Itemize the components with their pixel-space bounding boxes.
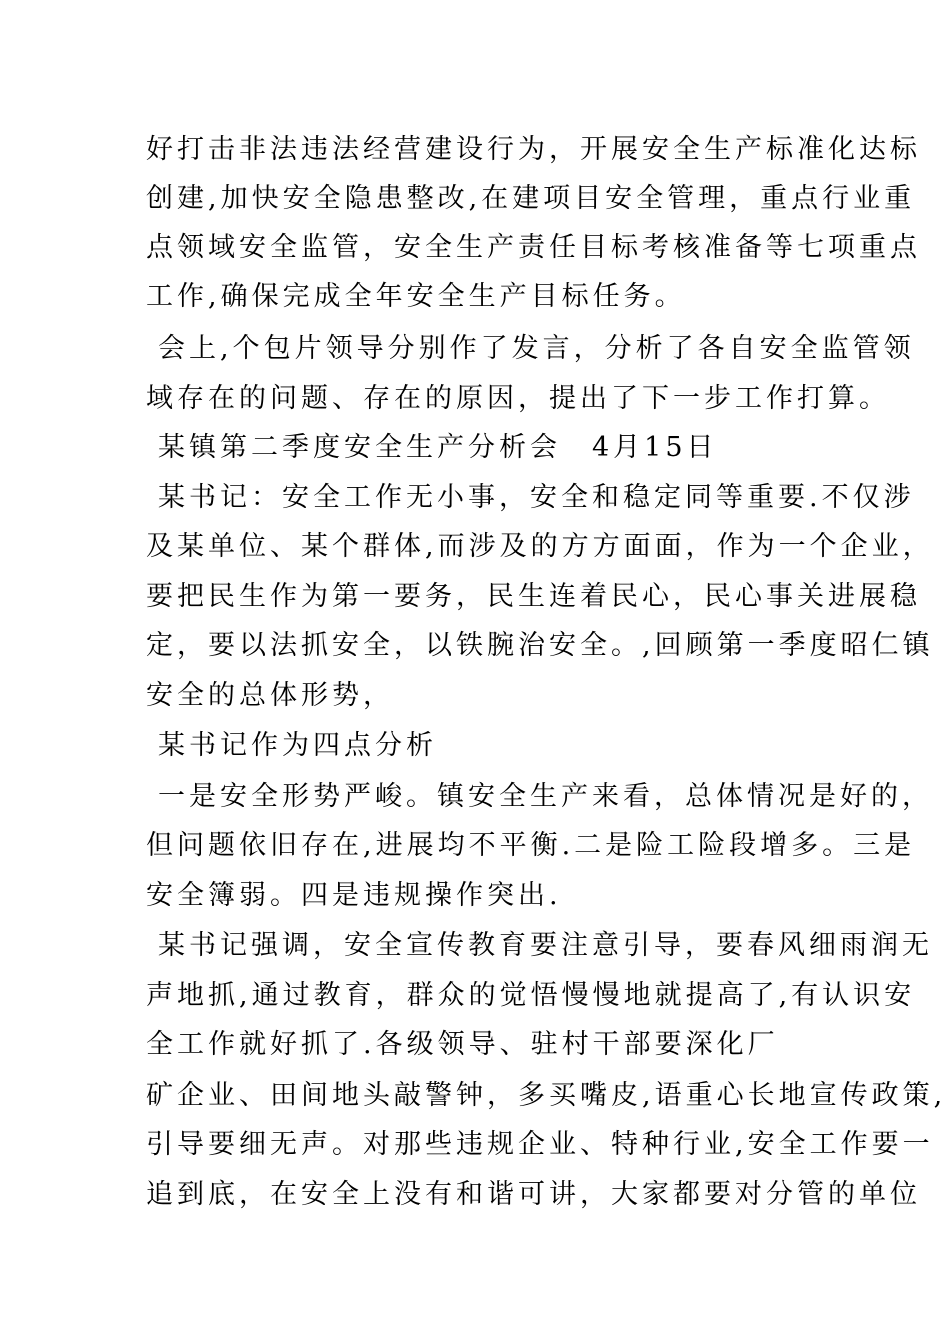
text-line-2: 创建,加快安全隐患整改,在建项目安全管理，重点行业重 bbox=[146, 183, 916, 214]
text-line-6: 域存在的问题、存在的原因，提出了下一步工作打算。 bbox=[146, 383, 890, 414]
text-line-19: 全工作就好抓了.各级领导、驻村干部要深化厂 bbox=[146, 1029, 779, 1060]
text-line-18: 声地抓,通过教育，群众的觉悟慢慢地就提高了,有认识安 bbox=[146, 980, 916, 1011]
text-line-17: 某书记强调，安全宣传教育要注意引导，要春风细雨润无 bbox=[158, 930, 933, 961]
text-line-1: 好打击非法违法经营建设行为，开展安全生产标准化达标 bbox=[146, 134, 921, 165]
text-line-20: 矿企业、田间地头敲警钟，多买嘴皮,语重心长地宣传政策, bbox=[146, 1080, 947, 1111]
text-line-9: 及某单位、某个群体,而涉及的方方面面，作为一个企业， bbox=[146, 531, 934, 562]
text-line-13: 某书记作为四点分析 bbox=[158, 730, 437, 761]
text-line-14: 一是安全形势严峻。镇安全生产来看，总体情况是好的， bbox=[158, 781, 933, 812]
text-line-16: 安全簿弱。四是违规操作突出. bbox=[146, 880, 562, 911]
text-line-15: 但问题依旧存在,进展均不平衡.二是险工险段增多。三是 bbox=[146, 830, 916, 861]
section-heading: 某镇第二季度安全生产分析会 4月15日 bbox=[158, 432, 718, 463]
text-line-5: 会上,个包片领导分别作了发言，分析了各自安全监管领 bbox=[158, 333, 915, 364]
text-line-12: 安全的总体形势， bbox=[146, 680, 394, 711]
text-line-22: 追到底，在安全上没有和谐可讲，大家都要对分管的单位 bbox=[146, 1179, 921, 1210]
text-line-21: 引导要细无声。对那些违规企业、特种行业,安全工作要一 bbox=[146, 1129, 934, 1160]
text-line-11: 定，要以法抓安全，以铁腕治安全。,回顾第一季度昭仁镇 bbox=[146, 630, 934, 661]
text-line-10: 要把民生作为第一要务，民生连着民心，民心事关进展稳 bbox=[146, 581, 921, 612]
text-line-8: 某书记：安全工作无小事，安全和稳定同等重要.不仅涉 bbox=[158, 482, 915, 513]
text-line-3: 点领域安全监管，安全生产责任目标考核准备等七项重点 bbox=[146, 232, 921, 263]
text-line-4: 工作,确保完成全年安全生产目标任务。 bbox=[146, 281, 686, 312]
